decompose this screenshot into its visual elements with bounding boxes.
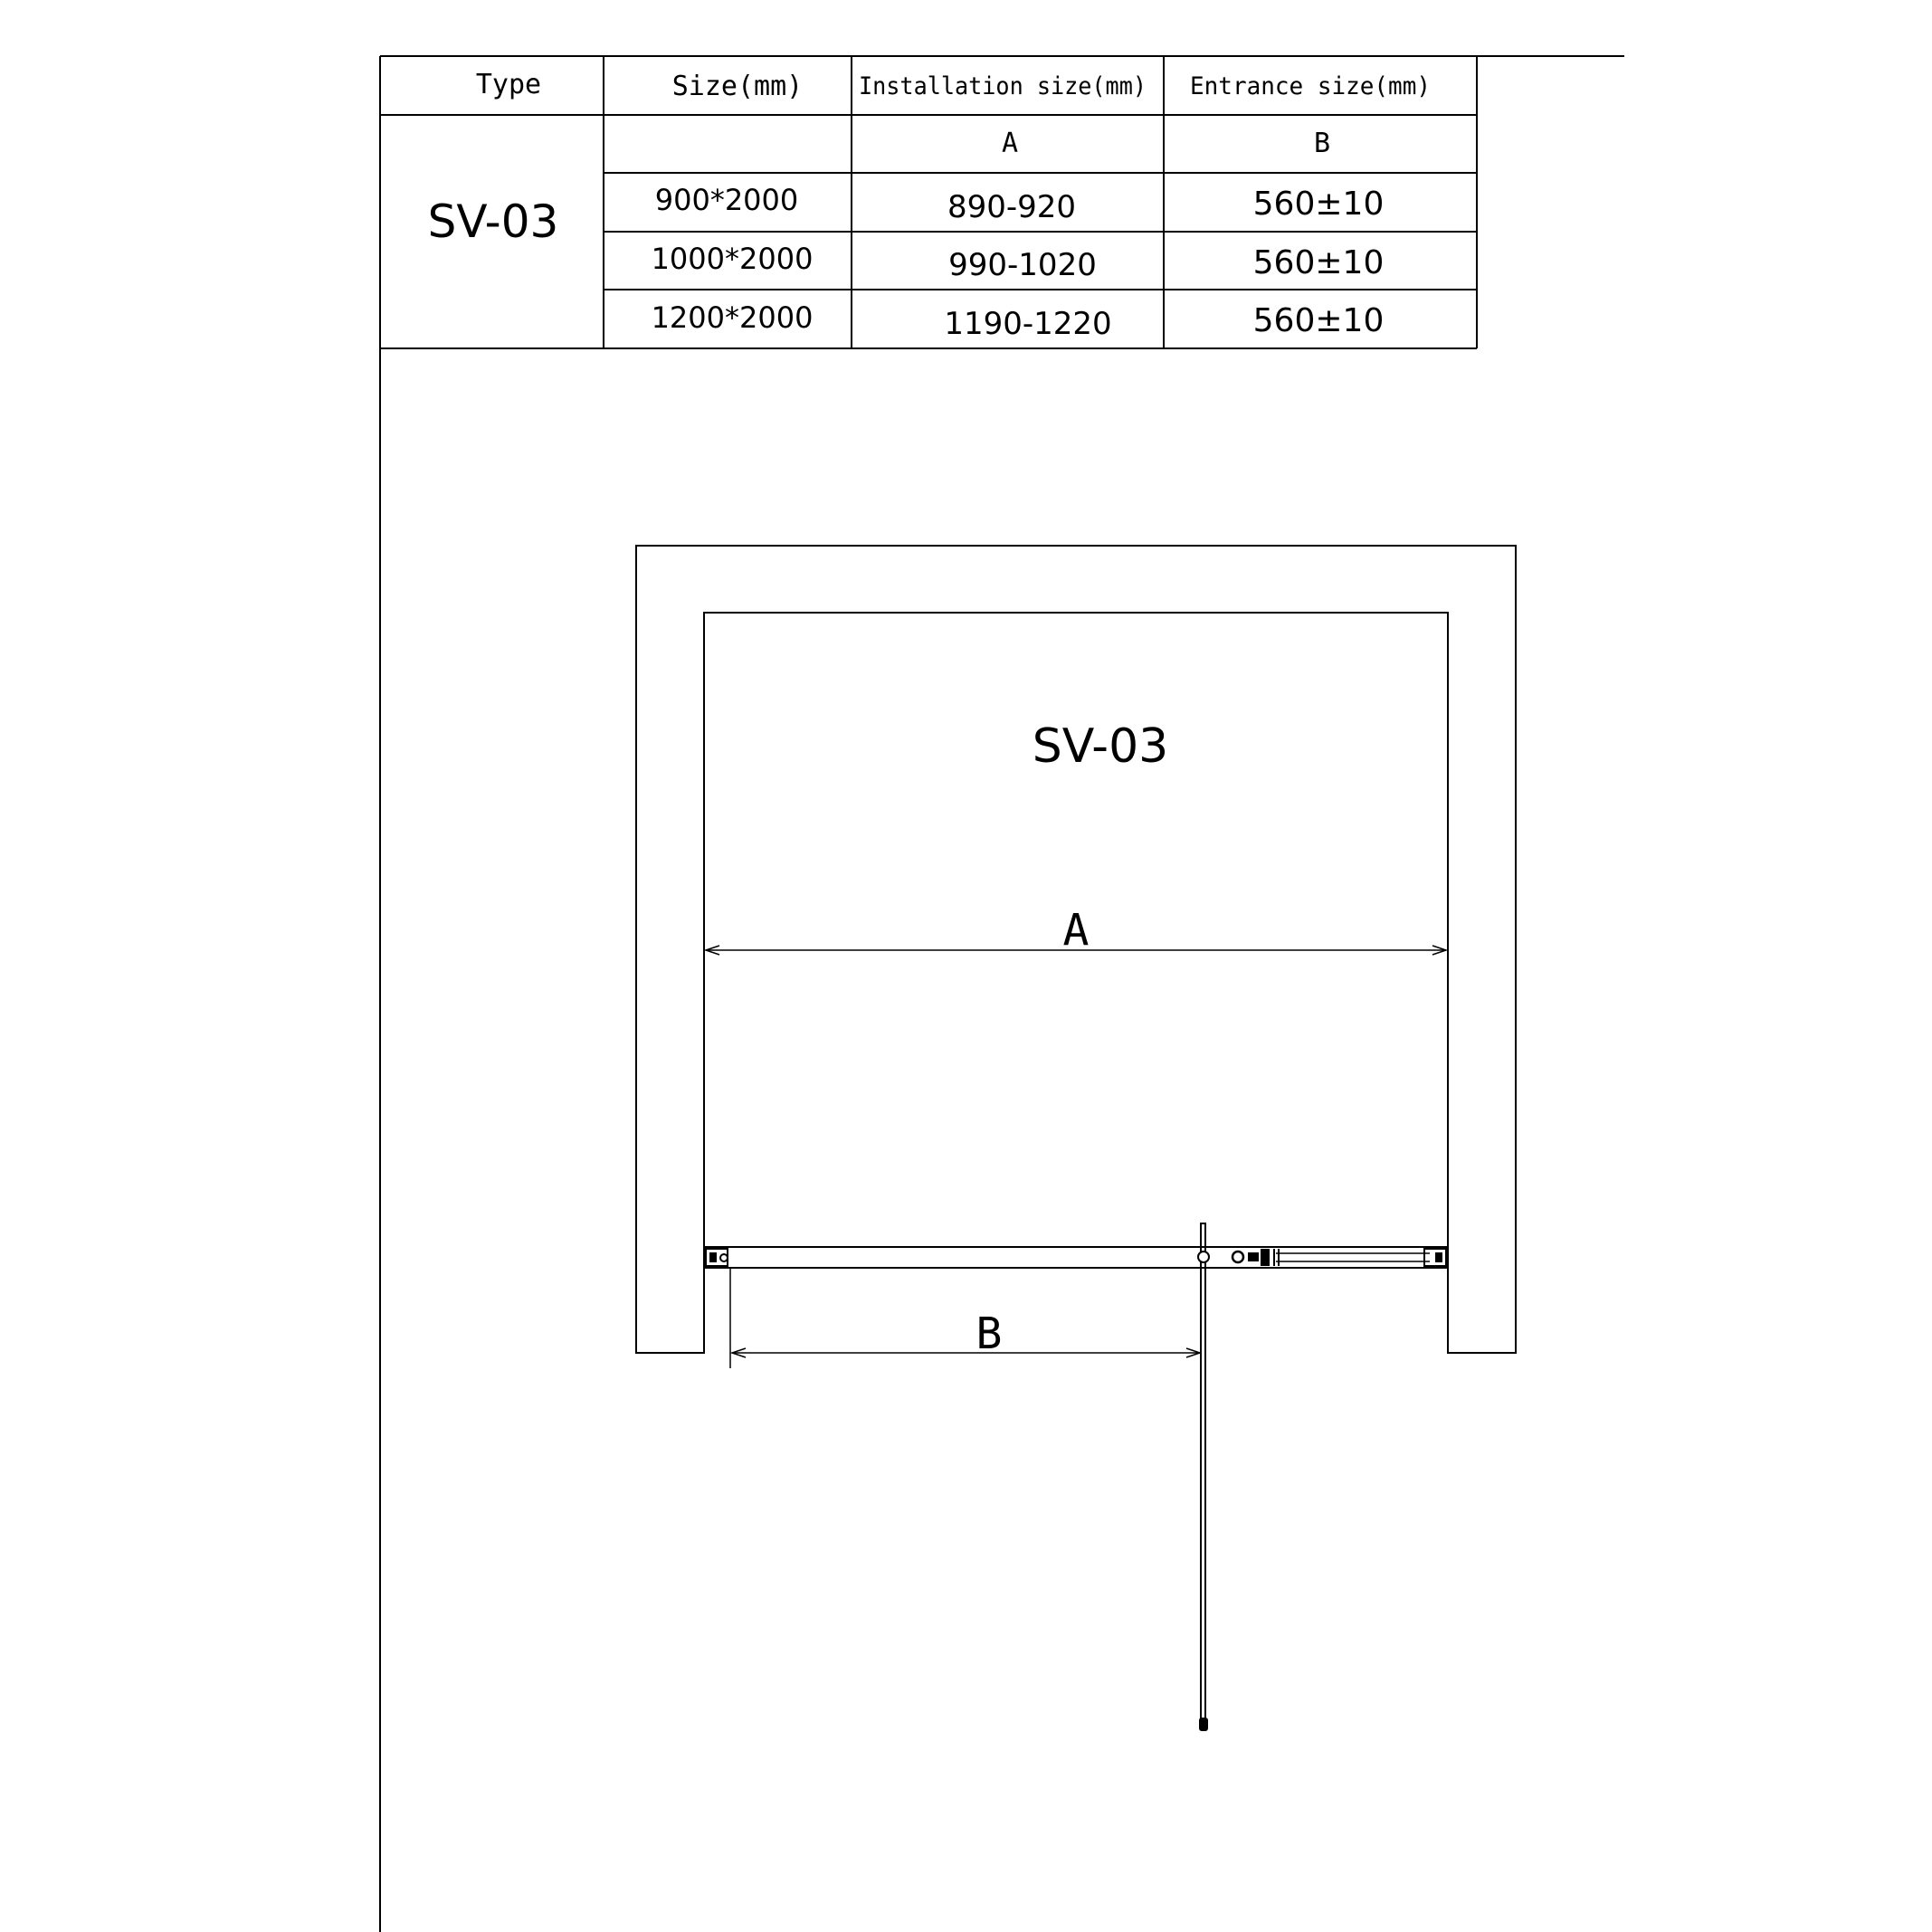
cell-installation: 890-920 (947, 189, 1077, 225)
spec-table (380, 56, 1477, 348)
table-row (652, 242, 1385, 283)
dimension-a (706, 905, 1446, 956)
subheader-a: A (1001, 128, 1019, 159)
plan-view (636, 546, 1516, 1731)
cell-size: 1000*2000 (651, 242, 814, 276)
cell-size: 900*2000 (654, 183, 799, 217)
roller-assembly (1232, 1249, 1279, 1266)
header-size: Size(mm) (671, 71, 804, 102)
table-row (652, 300, 1385, 342)
subheader-b: B (1313, 128, 1331, 159)
cell-entrance: 560±10 (1252, 302, 1385, 339)
cell-installation: 990-1020 (948, 247, 1097, 283)
door-panel (1198, 1223, 1209, 1731)
cell-entrance: 560±10 (1252, 186, 1385, 223)
table-row (655, 183, 1385, 225)
cell-entrance: 560±10 (1252, 244, 1385, 281)
header-type: Type (475, 69, 542, 100)
dimension-b-label: B (976, 1309, 1003, 1359)
cell-installation: 1190-1220 (944, 306, 1112, 342)
header-entrance-size: Entrance size(mm) (1190, 72, 1431, 100)
type-value: SV-03 (427, 195, 559, 248)
door-rail (704, 1247, 1448, 1268)
dimension-a-label: A (1062, 905, 1090, 956)
header-installation-size: Installation size(mm) (859, 72, 1147, 100)
dimension-b (730, 1267, 1200, 1368)
model-label: SV-03 (1032, 719, 1169, 774)
cell-size: 1200*2000 (651, 300, 814, 335)
